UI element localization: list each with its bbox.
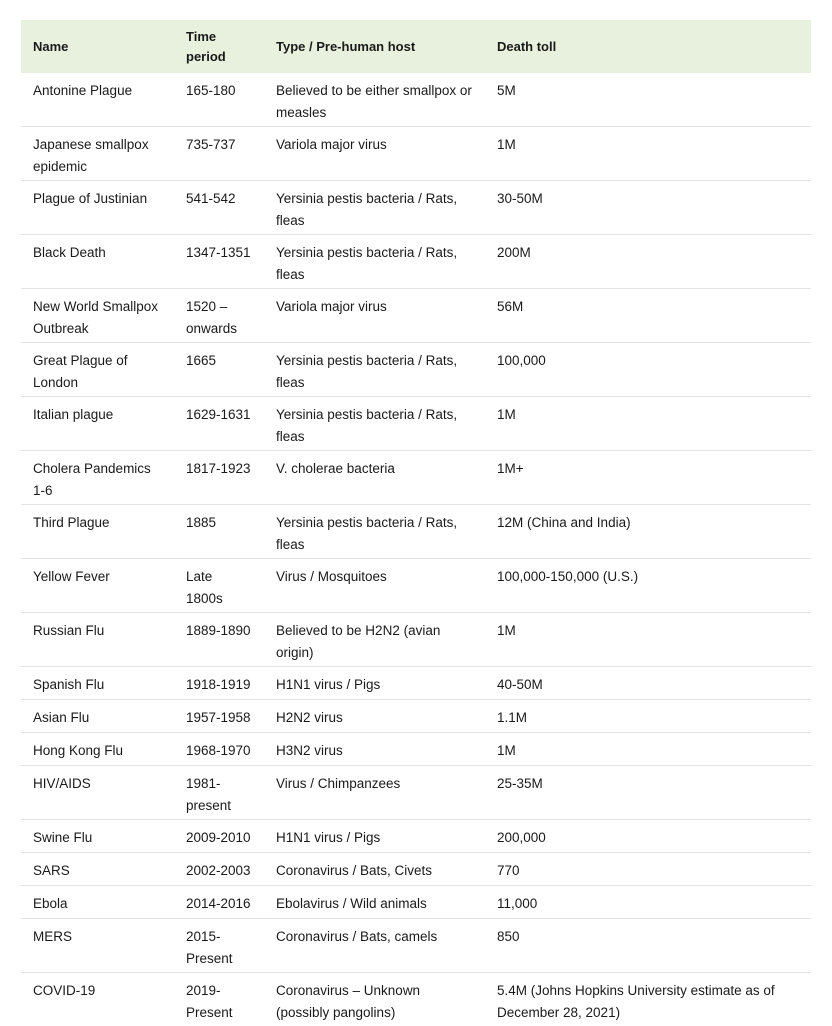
cell-name: Ebola: [21, 886, 174, 919]
cell-toll: 56M: [485, 289, 811, 343]
table-row: [21, 973, 811, 1026]
cell-period: 1957-1958: [174, 700, 264, 733]
cell-toll: 1.1M: [485, 700, 811, 733]
cell-period: 1981-present: [174, 766, 264, 820]
cell-toll: 1M: [485, 613, 811, 667]
table-row: [21, 505, 811, 559]
cell-type: Virus / Mosquitoes: [264, 559, 485, 613]
cell-toll: 11,000: [485, 886, 811, 919]
cell-period: 735-737: [174, 127, 264, 181]
table-row: [21, 853, 811, 886]
table-row: [21, 73, 811, 127]
table-row: [21, 127, 811, 181]
cell-type: Yersinia pestis bacteria / Rats, fleas: [264, 505, 485, 559]
cell-toll: 850: [485, 919, 811, 973]
cell-type: Yersinia pestis bacteria / Rats, fleas: [264, 235, 485, 289]
table-row: [21, 181, 811, 235]
cell-type: Yersinia pestis bacteria / Rats, fleas: [264, 343, 485, 397]
table-row: [21, 667, 811, 700]
cell-name: Third Plague: [21, 505, 174, 559]
cell-period: 1889-1890: [174, 613, 264, 667]
cell-type: Variola major virus: [264, 127, 485, 181]
cell-period: 1665: [174, 343, 264, 397]
header-type-host: Type / Pre-human host: [264, 20, 485, 73]
cell-period: Late 1800s: [174, 559, 264, 613]
cell-type: H1N1 virus / Pigs: [264, 820, 485, 853]
cell-toll: 200,000: [485, 820, 811, 853]
cell-toll: 40-50M: [485, 667, 811, 700]
header-death-toll: Death toll: [485, 20, 811, 73]
cell-name: New World Smallpox Outbreak: [21, 289, 174, 343]
cell-name: Great Plague of London: [21, 343, 174, 397]
cell-toll: 25-35M: [485, 766, 811, 820]
table-row: [21, 343, 811, 397]
cell-toll: 1M+: [485, 451, 811, 505]
cell-period: 2002-2003: [174, 853, 264, 886]
cell-name: Black Death: [21, 235, 174, 289]
cell-name: Hong Kong Flu: [21, 733, 174, 766]
cell-toll: 30-50M: [485, 181, 811, 235]
cell-toll: 100,000-150,000 (U.S.): [485, 559, 811, 613]
cell-period: 165-180: [174, 73, 264, 127]
cell-period: 1520 – onwards: [174, 289, 264, 343]
cell-name: MERS: [21, 919, 174, 973]
table-row: [21, 919, 811, 973]
table-row: [21, 397, 811, 451]
cell-type: H1N1 virus / Pigs: [264, 667, 485, 700]
table-row: [21, 613, 811, 667]
cell-type: Coronavirus / Bats, Civets: [264, 853, 485, 886]
table-row: [21, 289, 811, 343]
table-row: [21, 235, 811, 289]
cell-name: HIV/AIDS: [21, 766, 174, 820]
pandemics-table: [21, 20, 811, 1026]
cell-name: Italian plague: [21, 397, 174, 451]
cell-name: Plague of Justinian: [21, 181, 174, 235]
cell-toll: 100,000: [485, 343, 811, 397]
cell-toll: 12M (China and India): [485, 505, 811, 559]
cell-toll: 770: [485, 853, 811, 886]
cell-period: 2014-2016: [174, 886, 264, 919]
cell-name: Antonine Plague: [21, 73, 174, 127]
cell-name: Asian Flu: [21, 700, 174, 733]
cell-period: 1885: [174, 505, 264, 559]
cell-period: 2009-2010: [174, 820, 264, 853]
table-row: [21, 559, 811, 613]
cell-period: 1817-1923: [174, 451, 264, 505]
cell-name: SARS: [21, 853, 174, 886]
cell-name: Cholera Pandemics 1-6: [21, 451, 174, 505]
cell-type: Believed to be H2N2 (avian origin): [264, 613, 485, 667]
table-row: [21, 733, 811, 766]
cell-period: 1918-1919: [174, 667, 264, 700]
cell-toll: 5M: [485, 73, 811, 127]
cell-name: Yellow Fever: [21, 559, 174, 613]
cell-period: 1968-1970: [174, 733, 264, 766]
table-row: [21, 820, 811, 853]
cell-name: Russian Flu: [21, 613, 174, 667]
cell-type: Believed to be either smallpox or measles: [264, 73, 485, 127]
cell-name: Swine Flu: [21, 820, 174, 853]
cell-type: H3N2 virus: [264, 733, 485, 766]
pandemics-table-container: [21, 20, 811, 1026]
table-row: [21, 700, 811, 733]
cell-name: Japanese smallpox epidemic: [21, 127, 174, 181]
cell-toll: 1M: [485, 127, 811, 181]
cell-type: H2N2 virus: [264, 700, 485, 733]
cell-type: Ebolavirus / Wild animals: [264, 886, 485, 919]
cell-period: 1347-1351: [174, 235, 264, 289]
cell-toll: 1M: [485, 733, 811, 766]
cell-name: COVID-19: [21, 973, 174, 1026]
table-row: [21, 766, 811, 820]
cell-period: 2015-Present: [174, 919, 264, 973]
table-header-row: [21, 20, 811, 73]
cell-type: Yersinia pestis bacteria / Rats, fleas: [264, 181, 485, 235]
cell-period: 541-542: [174, 181, 264, 235]
header-name: Name: [21, 20, 174, 73]
header-time-period: Time period: [174, 20, 264, 73]
table-row: [21, 451, 811, 505]
table-row: [21, 886, 811, 919]
cell-type: Coronavirus – Unknown (possibly pangolins): [264, 973, 485, 1026]
cell-type: Coronavirus / Bats, camels: [264, 919, 485, 973]
cell-type: Variola major virus: [264, 289, 485, 343]
cell-toll: 1M: [485, 397, 811, 451]
cell-toll: 200M: [485, 235, 811, 289]
cell-period: 2019-Present: [174, 973, 264, 1026]
cell-type: Virus / Chimpanzees: [264, 766, 485, 820]
cell-type: Yersinia pestis bacteria / Rats, fleas: [264, 397, 485, 451]
cell-toll: 5.4M (Johns Hopkins University estimate as of December 28, 2021): [485, 973, 811, 1026]
cell-type: V. cholerae bacteria: [264, 451, 485, 505]
cell-name: Spanish Flu: [21, 667, 174, 700]
cell-period: 1629-1631: [174, 397, 264, 451]
